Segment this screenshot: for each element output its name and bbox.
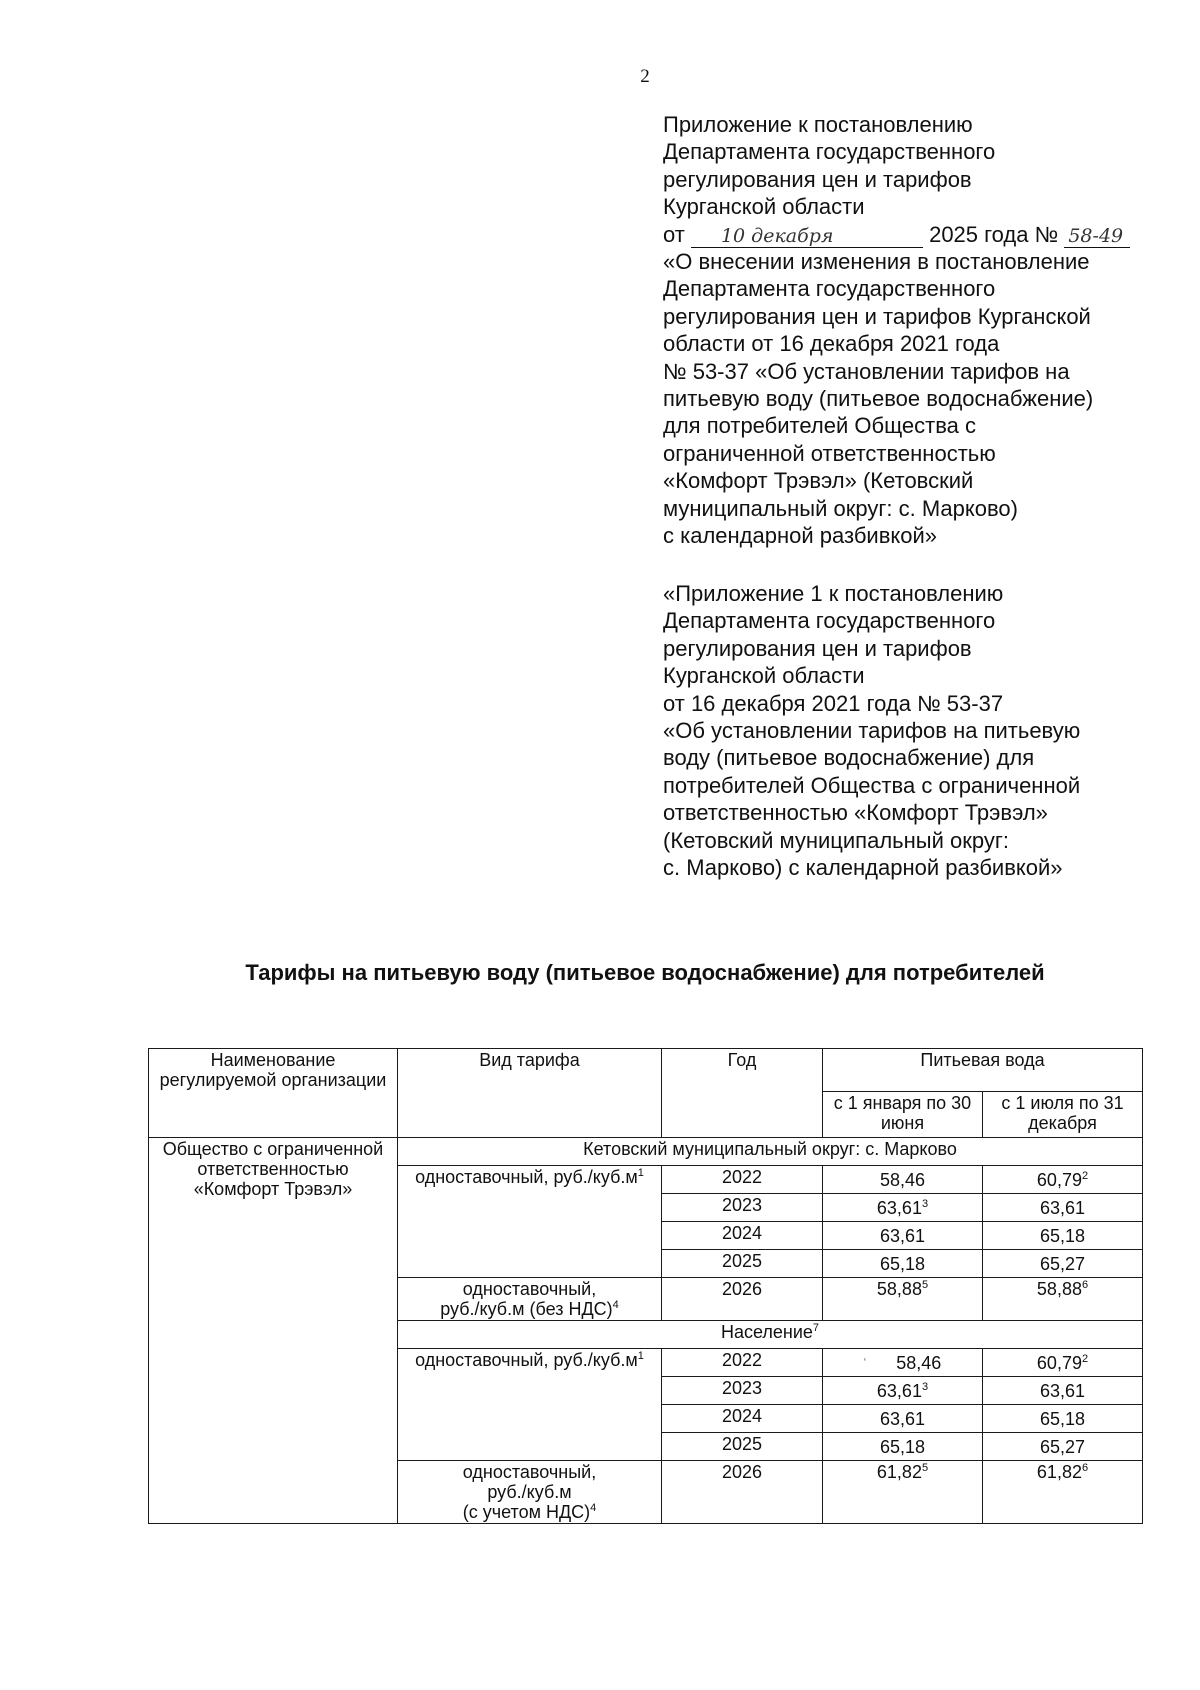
- tariff-type-line: руб./куб.м: [487, 1482, 572, 1502]
- appendix-line: Департамента государственного: [663, 276, 996, 302]
- header-period-2: с 1 июля по 31 декабря: [983, 1092, 1143, 1138]
- table-row: [149, 1138, 1143, 1166]
- value-cell: 61,82$^6$: [983, 1461, 1143, 1524]
- appendix-line: для потребителей Общества с: [663, 413, 977, 439]
- value-cell: 63,61: [823, 1222, 983, 1250]
- appendix-line: питьевую воду (питьевое водоснабжение): [663, 386, 1094, 412]
- year-cell: 2024: [662, 1222, 823, 1250]
- value-cell: 63,61$^3$: [823, 1377, 983, 1405]
- appendix-line: потребителей Общества с ограниченной: [663, 772, 1081, 798]
- appendix-header: [663, 111, 1183, 550]
- value-cell: 65,18: [823, 1250, 983, 1278]
- year-cell: 2025: [662, 1433, 823, 1461]
- appendix-line: Департамента государственного: [663, 608, 996, 634]
- appendix-line: ответственностью «Комфорт Трэвэл»: [663, 800, 1048, 826]
- year-cell: 2026: [662, 1278, 823, 1321]
- table-title: Тарифы на питьевую воду (питьевое водоснабжение) для потребителей: [245, 960, 1045, 985]
- date-prefix: от: [663, 221, 685, 247]
- value-cell: 65,18: [983, 1222, 1143, 1250]
- tariff-type-line: одноставочный,: [462, 1462, 597, 1482]
- appendix-line: регулирования цен и тарифов: [663, 166, 972, 192]
- section-label: Кетовский муниципальный округ: с. Марково: [398, 1138, 1143, 1166]
- appendix-line: Курганской области: [663, 194, 865, 220]
- value-cell: 63,61: [983, 1377, 1143, 1405]
- year-cell: 2022: [662, 1349, 823, 1377]
- year-cell: 2023: [662, 1194, 823, 1222]
- appendix-line: регулирования цен и тарифов Курганской: [663, 303, 1091, 329]
- appendix-line: с. Марково) с календарной разбивкой»: [663, 855, 1063, 881]
- value-cell: 60,79$^2$: [983, 1349, 1143, 1377]
- appendix-line: (Кетовский муниципальный округ:: [663, 827, 1009, 853]
- tariff-type: [398, 1166, 662, 1278]
- header-row: [149, 1049, 1143, 1092]
- handwritten-date: 10 декабря: [691, 225, 923, 248]
- decree-date-line: [663, 221, 1183, 248]
- value-cell: 65,18: [823, 1433, 983, 1461]
- value-cell: 63,61: [983, 1194, 1143, 1222]
- year-cell: 2023: [662, 1377, 823, 1405]
- appendix-line: воду (питьевое водоснабжение) для: [663, 745, 1035, 771]
- appendix-line: от 16 декабря 2021 года № 53-37: [663, 690, 1004, 716]
- appendix-line: регулирования цен и тарифов: [663, 635, 972, 661]
- tariff-type-label: одноставочный, руб./куб.м: [415, 1167, 638, 1187]
- value-cell: 63,61: [823, 1405, 983, 1433]
- appendix-line: Приложение к постановлению: [663, 112, 973, 137]
- page-number: 2: [640, 66, 650, 87]
- value-cell: 65,27: [983, 1433, 1143, 1461]
- value-cell: 63,61$^3$: [823, 1194, 983, 1222]
- header-year: Год: [662, 1049, 823, 1138]
- appendix-line: области от 16 декабря 2021 года: [663, 331, 1000, 357]
- tariff-type: [398, 1349, 662, 1461]
- tariff-table: [148, 1048, 1143, 1524]
- appendix-line: муниципальный округ: с. Марково): [663, 495, 1018, 521]
- header-org: Наименование регулируемой организации: [149, 1049, 398, 1138]
- value-cell: 65,18: [983, 1405, 1143, 1433]
- tariff-type: [398, 1461, 662, 1524]
- year-cell: 2025: [662, 1250, 823, 1278]
- value-cell: 58,46: [823, 1166, 983, 1194]
- header-tariff-type: Вид тарифа: [398, 1049, 662, 1138]
- footnote-mark: 4: [590, 1502, 597, 1514]
- value-cell: 58,88$^5$: [823, 1278, 983, 1321]
- appendix-line: ограниченной ответственностью: [663, 440, 996, 466]
- original-appendix-header: [663, 580, 1183, 881]
- year-cell: 2024: [662, 1405, 823, 1433]
- year-cell: 2026: [662, 1461, 823, 1524]
- value-cell: 60,79$^2$: [983, 1166, 1143, 1194]
- header-drinking-water: Питьевая вода: [823, 1049, 1143, 1092]
- tariff-type-line: (с учетом НДС): [462, 1502, 591, 1522]
- tariff-type: [398, 1278, 662, 1321]
- footnote-mark: 1: [637, 1167, 644, 1179]
- value-cell: 61,82$^5$: [823, 1461, 983, 1524]
- value-cell: 58,88$^6$: [983, 1278, 1143, 1321]
- year-cell: 2022: [662, 1166, 823, 1194]
- section-label: Население$^7$: [398, 1321, 1143, 1349]
- stray-mark: ʻ: [863, 1356, 867, 1369]
- appendix-line: Курганской области: [663, 663, 865, 689]
- appendix-line: № 53-37 «Об установлении тарифов на: [663, 358, 1070, 384]
- tariff-type-label: одноставочный, руб./куб.м: [415, 1350, 638, 1370]
- header-period-1: с 1 января по 30 июня: [823, 1092, 983, 1138]
- value-cell: $^ʻ$ 58,46: [823, 1349, 983, 1377]
- footnote-mark: 1: [637, 1350, 644, 1362]
- appendix-line: с календарной разбивкой»: [663, 523, 938, 549]
- tariff-type-line: одноставочный,: [462, 1279, 597, 1299]
- handwritten-number: 58-49: [1064, 225, 1130, 248]
- footnote-mark: 4: [612, 1299, 619, 1311]
- appendix-line: Департамента государственного: [663, 139, 996, 165]
- date-mid: 2025 года №: [929, 221, 1059, 247]
- appendix-line: «Об установлении тарифов на питьевую: [663, 718, 1081, 744]
- appendix-line: «О внесении изменения в постановление: [663, 249, 1090, 275]
- tariff-type-line: руб./куб.м (без НДС): [440, 1299, 613, 1319]
- value-cell: 65,27: [983, 1250, 1143, 1278]
- appendix-line: «Приложение 1 к постановлению: [663, 581, 1004, 606]
- appendix-line: «Комфорт Трэвэл» (Кетовский: [663, 468, 974, 494]
- org-name: Общество с ограниченной ответственностью «Комфорт Трэвэл»: [149, 1138, 398, 1524]
